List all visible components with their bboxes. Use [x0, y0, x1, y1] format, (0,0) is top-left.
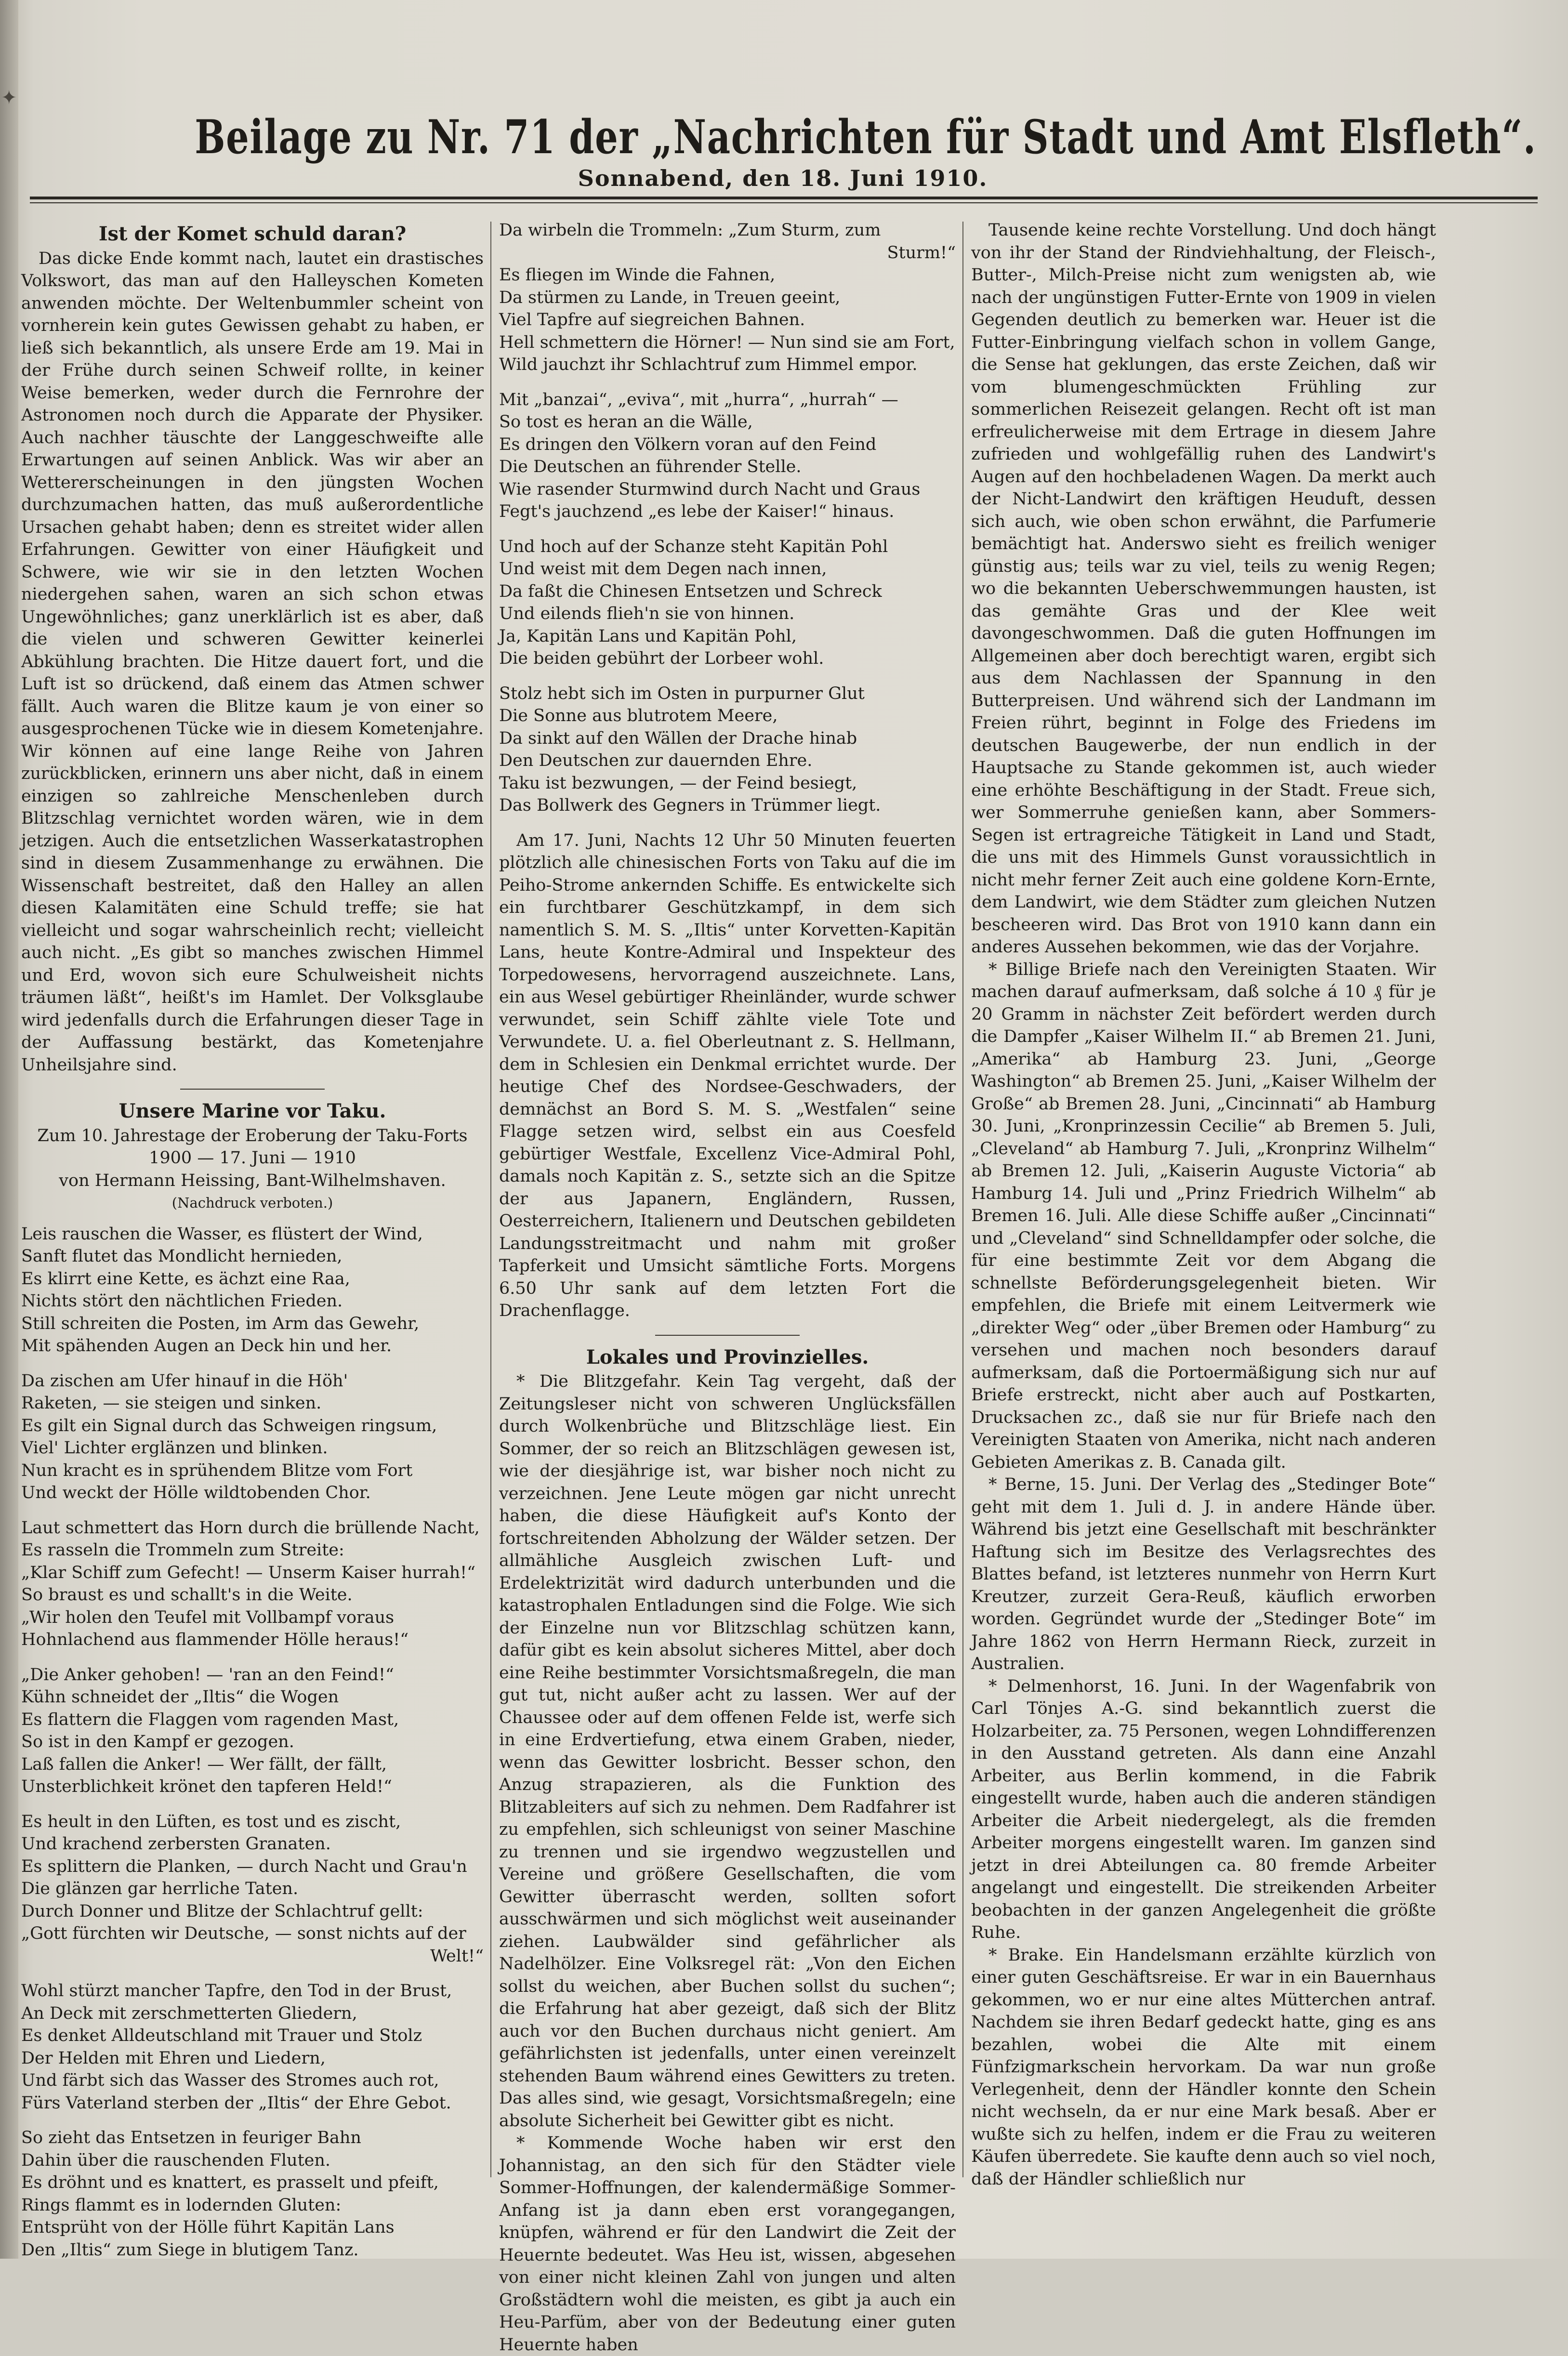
poem-stanza: [21, 1517, 484, 1651]
verse-line: Ja, Kapitän Lans und Kapitän Pohl,: [499, 626, 797, 646]
verse-line: Den „Iltis“ zum Siege in blutigem Tanz.: [21, 2240, 359, 2260]
verse-line: Rings flammt es in lodernden Gluten:: [21, 2195, 342, 2215]
verse-line: Kühn schneidet der „Iltis“ die Wogen: [21, 1687, 339, 1707]
verse-line: So zieht das Entsetzen in feuriger Bahn: [21, 2128, 361, 2147]
article-body-woche: * Kommende Woche haben wir erst den Johannistag, an den sich für den Städter viele Sommer-Hoffnungen, der kalendermäßige Sommer-Anfang ist ja dann eben erst vorangegangen, knüpfen, während er für den Landwirt die Zeit der Heuernte bedeutet. Was Heu ist, wissen, abgesehen von einer nicht kleinen Zahl von jungen und alten Großstädtern wohl die meisten, es gibt ja auch ein Heu-Parfüm, aber von der Bedeutung einer guten Heuernte haben: [499, 2133, 956, 2355]
verse-line: Wohl stürzt mancher Tapfre, den Tod in der Brust,: [21, 1981, 452, 2001]
binding-edge: [0, 0, 18, 2259]
verse-line: Das Bollwerk des Gegners in Trümmer liegt.: [499, 796, 881, 815]
article-body-heu: Tausende keine rechte Vorstellung. Und doch hängt von ihr der Stand der Rindviehhaltung, der Fleisch-, Butter-, Milch-Preise nicht zum wenigsten ab, wie nach der ungünstigen Futter-Ernte von 1909 in vielen Gegenden deutlich zu bemerken war. Heuer ist die Futter-Einbringung vielfach schon in vollem Gange, die Sense hat geklungen, das erste Zeichen, daß wir vom blumengeschmückten Frühling zur sommerlichen Reisezeit gelangen. Recht oft ist man erfreulicherweise mit dem Ertrage in diesem Jahre zufrieden und wohlgefällig ruhen des Landwirt's Augen auf den hochbeladenen Wagen. Da merkt auch der Nicht-Landwirt den kräftigen Heuduft, dessen sich auch, wie oben schon erwähnt, die Parfumerie bemächtigt hat. Anderswo sieht es freilich weniger günstig aus; teils war zu viel, teils zu wenig Regen; wo die bekannten Ueberschwemmungen hausten, ist das gemähte Gras und der Klee weit davongeschwommen. Daß die guten Hoffnungen im Allgemeinen aber doch berechtigt waren, ergibt sich aus dem Nachlassen der Spannung in den Butterpreisen. Und während sich der Landmann im Freien rührt, beginnt in Folge des Friedens im deutschen Baugewerbe, der nun endlich in der Hauptsache zu Stande gekommen ist, auch wieder eine erhöhte Beschäftigung in der Stadt. Freue sich, wer Sommerruhe genießen kann, aber Sommers-Segen ist ertragreiche Tätigkeit in Land und Stadt, die uns mit des Himmels Gunst voraussichtlich in nicht mehr ferner Zeit auch eine goldene Korn-Ernte, dem Landwirt, wie dem Städter zum gleichen Nutzen bescheeren wird. Das Brot von 1910 kann dann ein anderes Aussehen bekommen, wie das der Vorjahre.: [971, 221, 1436, 957]
poem-stanza: [21, 1223, 484, 1357]
verse-line: Die glänzen gar herrliche Taten.: [21, 1879, 299, 1898]
article-body-brake: * Brake. Ein Handelsmann erzählte kürzlich von einer guten Geschäftsreise. Er war in ein Bauernhaus gekommen, wo er nur eine altes Mütterchen antraf. Nachdem sie ihren Bedarf gedeckt hatte, ging es ans bezahlen, wobei die Alte mit einem Fünfzigmarkschein hervorkam. Da war nun große Verlegenheit, denn der Händler konnte den Schein nicht wechseln, da er nur eine Mark besaß. Aber er wußte sich zu helfen, indem er die Frau zu weiteren Käufen überredete. Sie kaufte denn auch so viel noch, daß der Händler schließlich nur: [971, 1945, 1436, 2189]
verse-line: Die beiden gebührt der Lorbeer wohl.: [499, 649, 824, 668]
verse-line: Unsterblichkeit krönet den tapferen Held!“: [21, 1777, 392, 1796]
verse-line: Raketen, — sie steigen und sinken.: [21, 1394, 322, 1413]
poem-stanza: [21, 1664, 484, 1798]
verse-line: Und krachend zerbersten Granaten.: [21, 1834, 331, 1854]
poem-stanza: [499, 683, 956, 817]
poem-stanza: [21, 2127, 484, 2261]
verse-line: Und eilends flieh'n sie von hinnen.: [499, 604, 795, 623]
verse-line: Und weckt der Hölle wildtobenden Chor.: [21, 1483, 371, 1502]
article-separator: [180, 1089, 325, 1090]
verse-line: Es klirrt eine Kette, es ächzt eine Raa,: [21, 1269, 350, 1289]
masthead: [29, 111, 1537, 193]
verse-line: Da faßt die Chinesen Entsetzen und Schreck: [499, 581, 882, 601]
verse-line: Wie rasender Sturmwind durch Nacht und Graus: [499, 479, 921, 499]
poem-stanza: [499, 219, 956, 376]
verse-line: Dahin über die rauschenden Fluten.: [21, 2150, 331, 2170]
verse-line: Da sinkt auf den Wällen der Drache hinab: [499, 728, 857, 748]
verse-line: Nichts stört den nächtlichen Frieden.: [21, 1291, 343, 1311]
verse-line: Und hoch auf der Schanze steht Kapitän Pohl: [499, 537, 888, 556]
verse-line: Still schreiten die Posten, im Arm das Gewehr,: [21, 1314, 420, 1333]
verse-line: So ist in den Kampf er gezogen.: [21, 1732, 294, 1751]
article-separator: [655, 1335, 800, 1336]
poem-stanza: [499, 536, 956, 670]
reprint-note: (Nachdruck verboten.): [171, 1195, 333, 1211]
verse-line: Laß fallen die Anker! — Wer fällt, der fällt,: [21, 1754, 387, 1774]
verse-line: Taku ist bezwungen, — der Feind besiegt,: [499, 773, 857, 793]
verse-line: Fürs Vaterland sterben der „Iltis“ der Ehre Gebot.: [21, 2093, 451, 2113]
column-divider: [962, 222, 963, 2177]
verse-line: Die Sonne aus blutrotem Meere,: [499, 706, 778, 725]
verse-line: Und weist mit dem Degen nach innen,: [499, 559, 827, 579]
poem-stanza: [21, 1980, 484, 2114]
verse-line: Laut schmettert das Horn durch die brüllende Nacht,: [21, 1518, 480, 1538]
verse-line: Durch Donner und Blitze der Schlachtruf gellt:: [21, 1901, 423, 1921]
verse-line: An Deck mit zerschmetterten Gliedern,: [21, 2003, 357, 2023]
poem-author: von Hermann Heissing, Bant-Wilhelmshaven.: [59, 1171, 446, 1190]
verse-line: Es denket Alldeutschland mit Trauer und Stolz: [21, 2026, 422, 2045]
verse-line: Welt!“: [430, 1946, 484, 1966]
verse-line: Es gilt ein Signal durch das Schweigen ringsum,: [21, 1416, 437, 1435]
article-body-briefe: * Billige Briefe nach den Vereinigten Staaten. Wir machen darauf aufmerksam, daß solche á 10 ₰ für je 20 Gramm in nächster Zeit befördert werden durch die Dampfer „Kaiser Wilhelm II.“ ab Bremen 21. Juni, „Amerika“ ab Hamburg 23. Juni, „George Washington“ ab Bremen 25. Juni, „Kaiser Wilhelm der Große“ ab Bremen 28. Juni, „Cincinnati“ ab Hamburg 30. Juni, „Kronprinzessin Cecilie“ ab Bremen 5. Juli, „Cleveland“ ab Hamburg 7. Juli, „Kronprinz Wilhelm“ ab Bremen 12. Juli, „Kaiserin Auguste Victoria“ ab Hamburg 14. Juli und „Prinz Friedrich Wilhelm“ ab Bremen 16. Juli. Alle diese Schiffe außer „Cincinnati“ und „Cleveland“ sind Schnelldampfer oder solche, die für eine bestimmte Zeit vor dem Abgang die schnellste Beförderungsgelegenheit bieten. Wir empfehlen, die Briefe mit einem Leitvermerk wie „direkter Weg“ oder „über Bremen oder Hamburg“ zu versehen und machen noch besonders darauf aufmerksam, daß die Portoermäßigung sich nur auf Briefe erstreckt, nicht aber auch auf Postkarten, Drucksachen zc., daß sie nur für Briefe nach den Vereinigten Staaten von Amerika, nicht nach anderen Gebieten Amerikas z. B. Canada gilt.: [971, 960, 1436, 1472]
verse-line: Den Deutschen zur dauernden Ehre.: [499, 751, 813, 770]
masthead-rule-thin: [30, 202, 1538, 203]
column-divider: [490, 222, 491, 2177]
verse-line: Da zischen am Ufer hinauf in die Höh': [21, 1371, 348, 1391]
verse-line: Leis rauschen die Wasser, es flüstert der Wind,: [21, 1224, 423, 1244]
verse-line: Da stürmen zu Lande, in Treuen geeint,: [499, 288, 841, 307]
poem-subtitle: Zum 10. Jahrestage der Eroberung der Taku-Forts: [37, 1126, 468, 1145]
verse-line: Fegt's jauchzend „es lebe der Kaiser!“ hinaus.: [499, 502, 895, 521]
verse-line: Die Deutschen an führender Stelle.: [499, 457, 802, 476]
verse-line: Es heult in den Lüften, es tost und es zischt,: [21, 1812, 401, 1831]
verse-line: Es rasseln die Trommeln zum Streite:: [21, 1540, 344, 1560]
poem-stanza: [21, 1811, 484, 1968]
verse-line: Mit spähenden Augen an Deck hin und her.: [21, 1336, 392, 1356]
verse-line: Nun kracht es in sprühendem Blitze vom Fort: [21, 1461, 413, 1480]
verse-line: Mit „banzai“, „eviva“, mit „hurra“, „hurrah“ —: [499, 390, 898, 409]
article-heading-comet: Ist der Komet schuld daran?: [98, 223, 407, 245]
column-2: [499, 219, 956, 2355]
verse-line: Es splittern die Planken, — durch Nacht und Grau'n: [21, 1856, 467, 1876]
article-body-delmenhorst: * Delmenhorst, 16. Juni. In der Wagenfabrik von Carl Tönjes A.-G. sind bekanntlich zuerst die Holzarbeiter, za. 75 Personen, wegen Lohndifferenzen in den Ausstand getreten. Als dann eine Anzahl Arbeiter, aus Berlin kommend, in die Fabrik eingestellt wurde, haben auch die anderen ständigen Arbeiter die Arbeit niedergelegt, als die fremden Arbeiter morgens eingestellt waren. Im ganzen sind jetzt in drei Abteilungen ca. 80 fremde Arbeiter angelangt und eingestellt. Die streikenden Arbeiter beobachten in der ganzen Angelegenheit die größte Ruhe.: [971, 1676, 1436, 1942]
section-heading-local: Lokales und Provinzielles.: [586, 1345, 869, 1369]
margin-marks: ✦: [1, 87, 17, 109]
verse-line: Der Helden mit Ehren und Liedern,: [21, 2048, 326, 2068]
article-body-berne: * Berne, 15. Juni. Der Verlag des „Stedinger Bote“ geht mit dem 1. Juli d. J. in andere Hände über. Während bis jetzt eine Gesellschaft mit beschränkter Haftung sich im Besitze des Verlagsrechtes des Blattes befand, ist letzteres nunmehr von Herrn Kurt Kreutzer, zurzeit Gera-Reuß, käuflich erworben worden. Gegründet wurde der „Stedinger Bote“ im Jahre 1862 von Herrn Hermann Rieck, zurzeit in Australien.: [971, 1475, 1436, 1673]
verse-line: Hell schmettern die Hörner! — Nun sind sie am Fort,: [499, 332, 955, 352]
verse-line: „Gott fürchten wir Deutsche, — sonst nichts auf der: [21, 1924, 466, 1943]
verse-line: So braust es und schallt's in die Weite.: [21, 1585, 353, 1605]
article-body-comet: Das dicke Ende kommt nach, lautet ein drastisches Volkswort, das man auf den Halleyschen Kometen anwenden möchte. Der Weltenbummler scheint von vornherein kein gutes Gewissen gehabt zu haben, er ließ sich bekanntlich, als unsere Erde am 19. Mai in der Frühe durch seinen Schweif rollte, in keiner Weise bemerken, weder durch die Fernrohre der Astronomen noch durch die Apparate der Physiker. Auch nachher täuschte der Langgeschweifte alle Erwartungen auf seinen Anblick. Was wir aber an Wettererscheinungen in den jüngsten Wochen durchzumachen hatten, das muß außerordentliche Ursachen gehabt haben; denn es streitet wider allen Erfahrungen. Gewitter von einer Häufigkeit und Schwere, wie wir sie in den letzten Wochen niedergehen sahen, waren an sich schon etwas Ungewöhnliches; ganz unerklärlich ist es aber, daß die vielen und schweren Gewitter keinerlei Abkühlung brachten. Die Hitze dauert fort, und die Luft ist so drückend, daß einem das Atmen schwer fällt. Auch waren die Blitze kaum je von einer so ausgesprochenen Tücke wie in diesem Kometenjahre. Wir können auf eine lange Reihe von Jahren zurückblicken, erinnern uns aber nicht, daß in einem einzigen so zahlreiche Menschenleben durch Blitzschlag vernichtet worden wären, wie in dem jetzigen. Auch die entsetzlichen Wasserkatastrophen sind in diesem Zusammenhange zu erwähnen. Die Wissenschaft bestreitet, daß den Halley an allen diesen Kalamitäten eine Schuld treffe; sie hat vielleicht und sogar wahrscheinlich recht; vielleicht auch nicht. „Es gibt so manches zwischen Himmel und Erd, wovon sich eure Schulweisheit nichts träumen läßt“, heißt's im Hamlet. Der Volksglaube wird jedenfalls durch die Erfahrungen dieser Tage in der Auffassung bestärkt, das Kometenjahre Unheilsjahre sind.: [21, 249, 484, 1075]
column-3: [971, 219, 1436, 2204]
verse-line: Es flattern die Flaggen vom ragenden Mast,: [21, 1710, 399, 1729]
verse-line: „Die Anker gehoben! — 'ran an den Feind!“: [21, 1665, 394, 1685]
supplement-title: Beilage zu Nr. 71 der „Nachrichten für Stadt und Amt Elsfleth“.: [195, 110, 1537, 164]
verse-line: Stolz hebt sich im Osten in purpurner Glut: [499, 684, 865, 703]
verse-line: Wild jauchzt ihr Schlachtruf zum Himmel empor.: [499, 355, 918, 374]
verse-line: Sturm!“: [887, 243, 956, 263]
dateline: Sonnabend, den 18. Juni 1910.: [578, 165, 988, 191]
column-1: [21, 219, 484, 2260]
verse-line: Sanft flutet das Mondlicht hernieden,: [21, 1247, 343, 1266]
verse-line: „Klar Schiff zum Gefecht! — Unserm Kaiser hurrah!“: [21, 1563, 476, 1582]
verse-line: Viel' Lichter erglänzen und blinken.: [21, 1438, 328, 1458]
verse-line: So tost es heran an die Wälle,: [499, 412, 753, 432]
verse-line: Da wirbeln die Trommeln: „Zum Sturm, zum: [499, 221, 881, 240]
verse-line: „Wir holen den Teufel mit Vollbampf voraus: [21, 1607, 395, 1627]
verse-line: Viel Tapfre auf siegreichen Bahnen.: [499, 310, 805, 329]
verse-line: Es dringen den Völkern voran auf den Feind: [499, 434, 877, 454]
article-body-blitz: * Die Blitzgefahr. Kein Tag vergeht, daß der Zeitungsleser nicht von schweren Unglücksfällen durch Wolkenbrüche und Blitzschläge liest. Ein Sommer, der so reich an Blitzschlägen gewesen ist, wie der diesjährige ist, war bisher noch nicht zu verzeichnen. Jene Leute mögen gar nicht unrecht haben, die diese Häufigkeit auf's Konto der fortschreitenden Abholzung der Wälder setzen. Der allmähliche Ausgleich zwischen Luft- und Erdelektrizität wird dadurch unterbunden und die katastrophalen Entladungen sind die Folge. Wie sich der Einzelne nun vor Blitzschlag schützen kann, dafür gibt es kein absolut sicheres Mittel, aber doch eine Reihe bestimmter Vorsichtsmaßregeln, die man gut tut, nicht außer acht zu lassen. Wer auf der Chaussee oder auf dem offenen Felde ist, werfe sich in eine Erdvertiefung, etwa einem Graben, nieder, wenn das Gewitter losbricht. Besser schon, den Anzug strapazieren, als die Funktion des Blitzableiters auf sich zu nehmen. Dem Radfahrer ist zu empfehlen, sich schleunigst von seiner Maschine zu trennen und sie irgendwo wegzustellen und Vereine und größere Gesellschaften, die vom Gewitter überrascht werden, sollten sofort ausschwärmen und sich möglichst weit auseinander ziehen. Laubwälder sind gefährlicher als Nadelhölzer. Eine Volksregel rät: „Von den Eichen sollst du weichen, aber Buchen sollst du suchen“; die Erfahrung hat aber gezeigt, daß sich der Blitz auch vor den Buchen durchaus nicht geniert. Am gefährlichsten ist jedenfalls, unter einen vereinzelt stehenden Baum während eines Gewitters zu treten. Das alles sind, wie gesagt, Vorsichtsmaßregeln; eine absolute Sicherheit bei Gewitter gibt es nicht.: [499, 1372, 956, 2131]
verse-line: Hohnlachend aus flammender Hölle heraus!“: [21, 1630, 409, 1649]
verse-line: Und färbt sich das Wasser des Stromes auch rot,: [21, 2071, 439, 2090]
verse-line: Es fliegen im Winde die Fahnen,: [499, 265, 776, 285]
poem-stanza: [21, 1370, 484, 1504]
poem-dates: 1900 — 17. Juni — 1910: [149, 1148, 356, 1168]
verse-line: Es dröhnt und es knattert, es prasselt und pfeift,: [21, 2173, 439, 2192]
masthead-rule: [30, 197, 1538, 199]
article-heading-marine: Unsere Marine vor Taku.: [119, 1100, 386, 1122]
verse-line: Entsprüht von der Hölle führt Kapitän Lans: [21, 2218, 395, 2237]
article-body-taku: Am 17. Juni, Nachts 12 Uhr 50 Minuten feuerten plötzlich alle chinesischen Forts von Taku auf die im Peiho-Strome ankernden Schiffe. Es entwickelte sich ein furchtbarer Geschützkampf, in dem sich namentlich S. M. S. „Iltis“ unter Korvetten-Kapitän Lans, heute Kontre-Admiral und Inspekteur des Torpedowesens, hervorragend auszeichnete. Lans, ein aus Wesel gebürtiger Rheinländer, wurde schwer verwundet, sein Schiff zählte viele Tote und Verwundete. U. a. fiel Oberleutnant z. S. Hellmann, dem in Schlesien ein Denkmal errichtet wurde. Der heutige Chef des Nordsee-Geschwaders, der demnächst an Bord S. M. S. „Westfalen“ seine Flagge setzen wird, selbst ein aus Coesfeld gebürtiger Westfale, Excellenz Vice-Admiral Pohl, damals noch Kapitän z. S., setzte sich an die Spitze der aus Japanern, Engländern, Russen, Oesterreichern, Italienern und Deutschen gebildeten Landungsstreitmacht und nahm mit großer Tapferkeit und Umsicht sämtliche Forts. Morgens 6.50 Uhr sank auf dem letzten Fort die Drachenflagge.: [499, 830, 956, 1320]
poem-stanza: [499, 389, 956, 523]
